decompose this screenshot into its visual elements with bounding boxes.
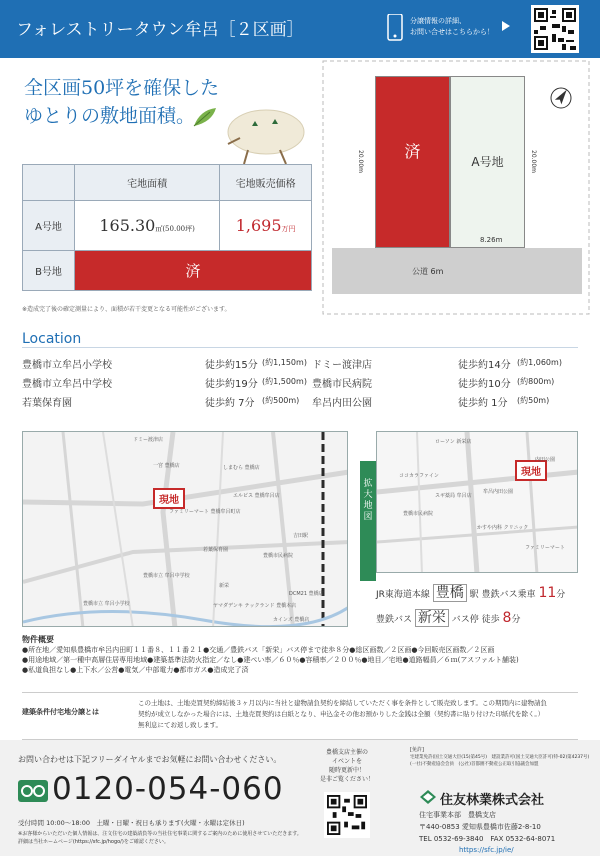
price-cell — [220, 201, 312, 251]
table-row — [23, 201, 312, 251]
area-map[interactable] — [22, 431, 348, 627]
depth-right-label: 20.00m — [530, 150, 537, 174]
phone-number[interactable]: 0120-054-060 — [52, 771, 284, 807]
page-header — [0, 0, 600, 58]
map-label: 若葉保育園 — [203, 547, 229, 553]
inquiry-text: お問い合わせは下記フリーダイヤルまでお気軽にお問い合わせください。 — [18, 755, 282, 764]
plot-a — [450, 76, 525, 248]
map-label: エルピス 豊橋牟呂店 — [233, 493, 280, 499]
qr-code-header[interactable] — [531, 5, 579, 53]
location-name: ドミー渡津店 — [312, 360, 372, 371]
company-tel: TEL 0532-69-3840 FAX 0532-64-8071 — [419, 835, 556, 843]
sold-badge: 済 — [75, 251, 312, 291]
bus-stop-name: 新栄 — [415, 609, 449, 627]
location-distance: 徒歩約 7分 — [205, 398, 255, 409]
enlarged-map[interactable] — [376, 431, 578, 573]
location-note: (約500m) — [262, 396, 300, 405]
license-text: (一社)不動産協会会員 (公社)首都圏不動産公正取引協議会加盟 — [410, 762, 539, 767]
row-label-a: A号地 — [23, 201, 75, 251]
map-label: 新栄 — [219, 583, 230, 589]
conditions-box — [22, 692, 578, 740]
width-label: 8.26m — [480, 236, 503, 244]
access-bus — [376, 607, 520, 627]
location-item — [312, 375, 555, 390]
north-arrow-icon — [548, 85, 574, 115]
price-unit: 万円 — [281, 225, 296, 233]
location-distance: 徒歩約15分 — [205, 360, 258, 371]
event-line: 是非ご覧ください！ — [319, 776, 374, 783]
location-title: Location — [22, 331, 82, 347]
location-rule — [22, 347, 578, 348]
outline-line: ●用途地域／第一種中高層住居専用地域●建築基準法防火指定／なし●建ぺい率／６０％●容積率／２００％●地目／宅地●道路幅員／６ｍ(アスファルト舗装) — [22, 656, 519, 664]
bus-stop-suffix: バス停 — [451, 615, 479, 625]
leaf-icon — [190, 104, 220, 134]
map-label: 内田公園 — [535, 457, 556, 463]
event-line: 豊橋支店主催の — [325, 749, 368, 756]
station-suffix: 駅 — [469, 590, 479, 600]
conditions-line: 契約が成立しなかった場合には、土地売買契約は白紙となり、申込金その他お預かりした金銭は全額（契約書に貼り付けた印紙代を除く。） — [138, 710, 545, 718]
arrow-right-icon — [500, 18, 514, 37]
location-item — [22, 356, 307, 371]
location-item — [312, 356, 562, 371]
event-notice — [302, 748, 392, 784]
map-label: 吉田駅 — [293, 533, 309, 539]
footer — [0, 740, 600, 856]
qr-code-footer[interactable] — [324, 792, 370, 838]
event-line: イベントを — [331, 758, 362, 765]
location-item — [22, 375, 307, 390]
mascot-illustration — [222, 104, 308, 170]
company-name: 住友林業株式会社 — [440, 793, 545, 808]
area-tsubo: (50.00坪) — [162, 225, 195, 233]
bus-label: 豊鉄バス乗車 — [481, 590, 536, 600]
bus-minutes: 11 — [538, 585, 557, 601]
plot-price-table — [22, 164, 312, 291]
page-title: フォレストリータウン牟呂［２区画］ — [16, 20, 304, 40]
bus-company: 豊鉄バス — [376, 615, 413, 625]
map-label: スギ薬局 牟呂店 — [435, 493, 472, 499]
map-label: 豊橋市民病院 — [403, 511, 434, 517]
device-icon — [387, 14, 403, 30]
col-header-price: 宅地販売価格 — [220, 165, 312, 201]
map-label: ファミリーマート 豊橋牟呂町店 — [169, 509, 241, 515]
map-label: カインズ 豊橋店 — [273, 617, 310, 623]
location-note: (約800m) — [517, 377, 555, 386]
walk-minutes-unit: 分 — [511, 615, 521, 625]
event-line: 随時更新中！ — [328, 767, 365, 774]
table-row — [23, 251, 312, 291]
location-note: (約1,500m) — [262, 377, 307, 386]
public-road — [332, 248, 582, 294]
company-address: 〒440-0853 愛知県豊橋市佐藤2-8-10 — [419, 823, 541, 831]
privacy-note: 詳細は当社ホームページ(https://sfc.jp/hogo/)をご確認ください。 — [18, 839, 169, 845]
outline-line: ●私道負担なし●上下水／公営●電気／中部電力●都市ガス●造成完了済 — [22, 666, 249, 674]
location-item — [22, 394, 300, 409]
reception-hours: 受付時間 10:00～18:00 土曜・日曜・祝日も承ります(火曜・水曜は定休日) — [18, 819, 245, 827]
table-note: ※造成完了後の確定測量により、面積が若干変更となる可能性がございます。 — [22, 306, 231, 313]
map-label: 豊橋市民病院 — [263, 553, 294, 559]
company-url[interactable]: https://sfc.jp/ie/ — [459, 846, 514, 854]
freedial-icon — [18, 780, 48, 802]
company-logo-icon — [419, 789, 437, 805]
headline-line2: ゆとりの敷地面積。 — [24, 105, 196, 127]
site-marker: 現地 — [153, 488, 185, 509]
conditions-title: 建築条件付宅地分譲とは — [22, 708, 99, 716]
location-item — [312, 394, 550, 409]
map-label: ヤマダデンキ テックランド 豊橋本店 — [213, 603, 297, 609]
plot-a-label: A号地 — [471, 155, 504, 169]
row-label-b: B号地 — [23, 251, 75, 291]
site-marker: 現地 — [515, 460, 547, 481]
conditions-line: この土地は、土地売買契約締結後３ヶ月以内に当社と建物請負契約を締結していただく事を条件として販売致します。この期間内に建物請負 — [138, 699, 547, 707]
headline-line1: 全区画50坪を確保した — [24, 77, 220, 99]
map-label: ドミー渡津店 — [133, 437, 164, 443]
location-name: 若葉保育園 — [22, 398, 72, 409]
price-value: 1,695 — [235, 216, 282, 235]
map-label: 牟呂内田公園 — [483, 489, 514, 495]
plot-b-sold — [375, 76, 450, 248]
map-label: ココカラファイン — [399, 473, 439, 479]
walk-label: 徒歩 — [481, 615, 500, 625]
conditions-text — [138, 698, 578, 731]
location-distance: 徒歩約 1分 — [458, 398, 508, 409]
company-dept: 住宅事業本部 豊橋支店 — [419, 811, 496, 819]
table-corner — [23, 165, 75, 201]
area-unit: ㎡ — [155, 225, 163, 233]
map-label: DCM21 豊橋店 — [289, 591, 324, 597]
outline-line: ●所在地／愛知県豊橋市牟呂内田町１１番８、１１番２１●交通／豊鉄バス「新栄」バス停まで徒歩８分●総区画数／２区画●今回販売区画数／２区画 — [22, 646, 495, 654]
area-value: 165.30 — [99, 216, 156, 235]
map-label: 一宮 豊橋店 — [153, 463, 180, 469]
privacy-note: ※お客様からいただいた個人情報は、注文住宅の建築請負等の当社住宅事業に関するご案内のために使用させていただきます。 — [18, 831, 302, 837]
area-cell — [75, 201, 220, 251]
map-label: 豊橋市立 牟呂中学校 — [143, 573, 190, 579]
road-label: 公道 6m — [412, 267, 444, 276]
location-distance: 徒歩約19分 — [205, 379, 258, 390]
location-name: 豊橋市立牟呂小学校 — [22, 360, 112, 371]
location-name: 牟呂内田公園 — [312, 398, 372, 409]
access-rail — [376, 582, 565, 602]
conditions-line: 無利息にてお返し致します。 — [138, 721, 222, 729]
qr-notice — [410, 16, 505, 38]
enlarged-map-tab: 拡大地図 — [360, 461, 376, 581]
map-label: ローソン 新栄店 — [435, 439, 472, 445]
depth-left-label: 20.00m — [357, 150, 364, 174]
license-title: [免許] — [410, 747, 424, 753]
outline-title: 物件概要 — [22, 635, 54, 644]
map-label: 豊橋市立 牟呂小学校 — [83, 601, 130, 607]
location-note: (約50m) — [517, 396, 550, 405]
location-note: (約1,150m) — [262, 358, 307, 367]
rail-line: JR東海道本線 — [376, 590, 430, 600]
license-text: 宅建業免許(国土交通大臣(15)第45号) 建設業許可(国土交通大臣許可(特-02)第4237号) — [410, 755, 590, 760]
qr-notice-line2: お問い合せはこちらから！ — [410, 28, 494, 36]
map-label: かすや内科 クリニック — [477, 525, 529, 531]
location-name: 豊橋市立牟呂中学校 — [22, 379, 112, 390]
plot-b-sold-label: 済 — [404, 142, 421, 161]
location-distance: 徒歩約10分 — [458, 379, 511, 390]
col-header-area: 宅地面積 — [75, 165, 220, 201]
station-name: 豊橋 — [433, 584, 467, 602]
location-note: (約1,060m) — [517, 358, 562, 367]
location-name: 豊橋市民病院 — [312, 379, 372, 390]
bus-minutes-unit: 分 — [556, 590, 566, 600]
walk-minutes: 8 — [502, 610, 512, 626]
map-label: ファミリーマート — [525, 545, 565, 551]
property-outline — [22, 635, 578, 675]
location-distance: 徒歩約14分 — [458, 360, 511, 371]
qr-notice-line1: 分譲情報の詳細、 — [410, 17, 466, 25]
map-label: しまむら 豊橋店 — [223, 465, 260, 471]
